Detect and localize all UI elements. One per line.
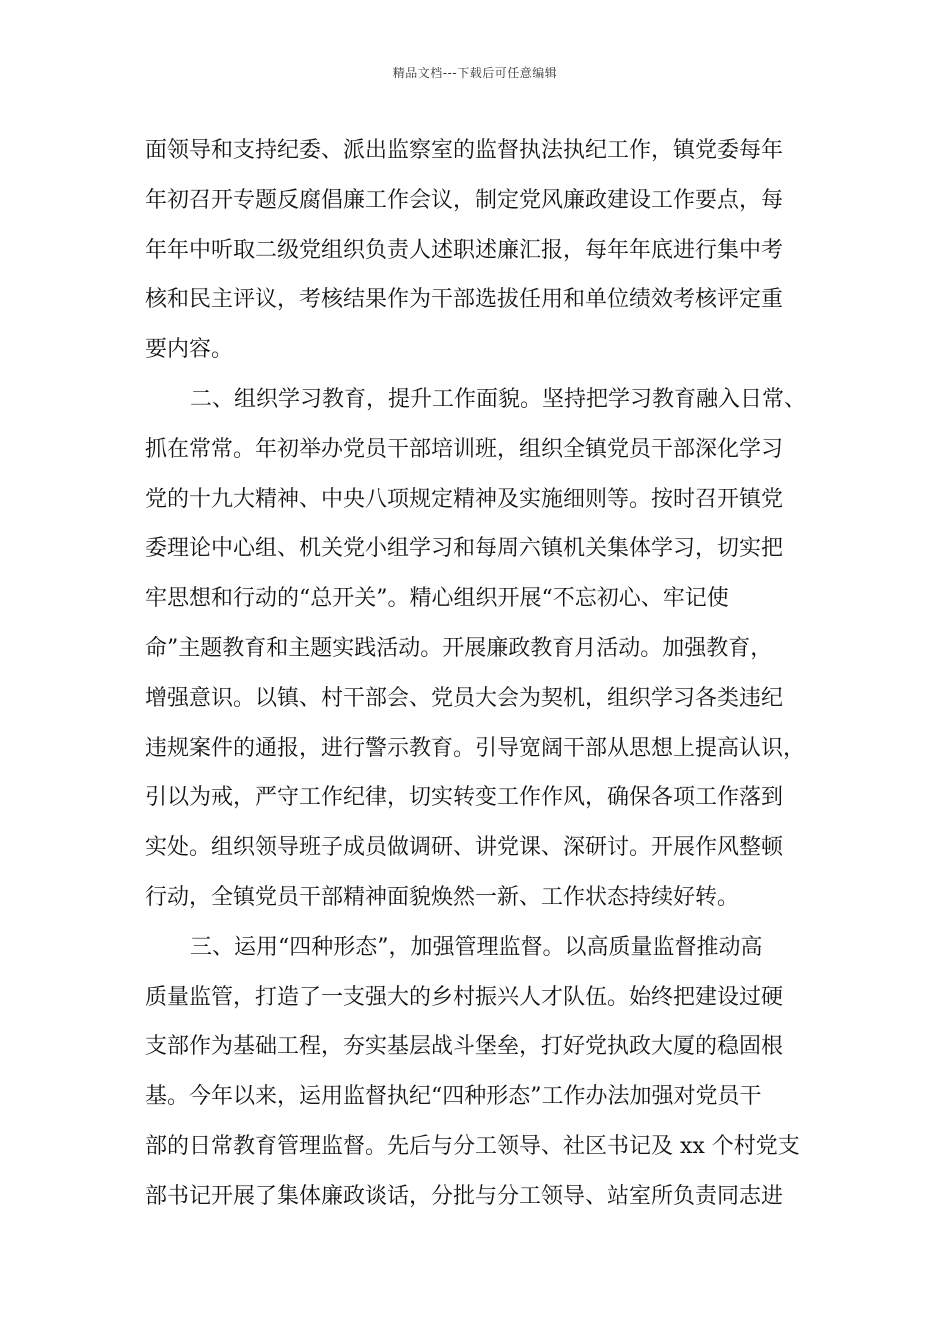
document-body [145, 126, 825, 1222]
text-line: 增强意识。以镇、村干部会、党员大会为契机，组织学习各类违纪 [145, 685, 784, 711]
text-line: 行动，全镇党员干部精神面貌焕然一新、工作状态持续好转。 [145, 884, 740, 910]
text-line: 三、运用“四种形态”，加强管理监督。以高质量监督推动高 [190, 934, 763, 960]
text-line: 二、组织学习教育，提升工作面貌。坚持把学习教育融入日常、 [190, 386, 807, 412]
text-line: 牢思想和行动的“总开关”。精心组织开展“不忘初心、牢记使 [145, 586, 729, 612]
text-line: 要内容。 [145, 337, 234, 363]
text-line: 实处。组织领导班子成员做调研、讲党课、深研讨。开展作风整顿 [145, 835, 784, 861]
page-header: 精品文档---下载后可任意编辑 [392, 66, 558, 80]
text-line: 部书记开展了集体廉政谈话，分批与分工领导、站室所负责同志进 [145, 1183, 784, 1209]
text-line: 党的十九大精神、中央八项规定精神及实施细则等。按时召开镇党 [145, 486, 784, 512]
text-line: 命”主题教育和主题实践活动。开展廉政教育月活动。加强教育， [145, 635, 773, 661]
text-line: 引以为戒，严守工作纪律，切实转变工作作风，确保各项工作落到 [145, 785, 784, 811]
text-line: 委理论中心组、机关党小组学习和每周六镇机关集体学习，切实把 [145, 536, 784, 562]
text-line: 面领导和支持纪委、派出监察室的监督执法执纪工作，镇党委每年 [145, 138, 784, 163]
text-line: 年初召开专题反腐倡廉工作会议，制定党风廉政建设工作要点，每 [145, 187, 784, 213]
text-line: 质量监管，打造了一支强大的乡村振兴人才队伍。始终把建设过硬 [145, 984, 784, 1010]
text-line: 抓在常常。年初举办党员干部培训班，组织全镇党员干部深化学习 [145, 436, 784, 462]
text-line: 支部作为基础工程，夯实基层战斗堡垒，打好党执政大厦的稳固根 [145, 1034, 784, 1060]
text-line: 部的日常教育管理监督。先后与分工领导、社区书记及 xx 个村党支 [145, 1133, 800, 1159]
text-line: 核和民主评议，考核结果作为干部选拔任用和单位绩效考核评定重 [145, 287, 784, 313]
text-line: 基。今年以来，运用监督执纪“四种形态”工作办法加强对党员干 [145, 1084, 762, 1110]
text-line: 违规案件的通报，进行警示教育。引导宽阔干部从思想上提高认识， [145, 735, 806, 761]
text-line: 年年中听取二级党组织负责人述职述廉汇报，每年年底进行集中考 [145, 237, 784, 263]
